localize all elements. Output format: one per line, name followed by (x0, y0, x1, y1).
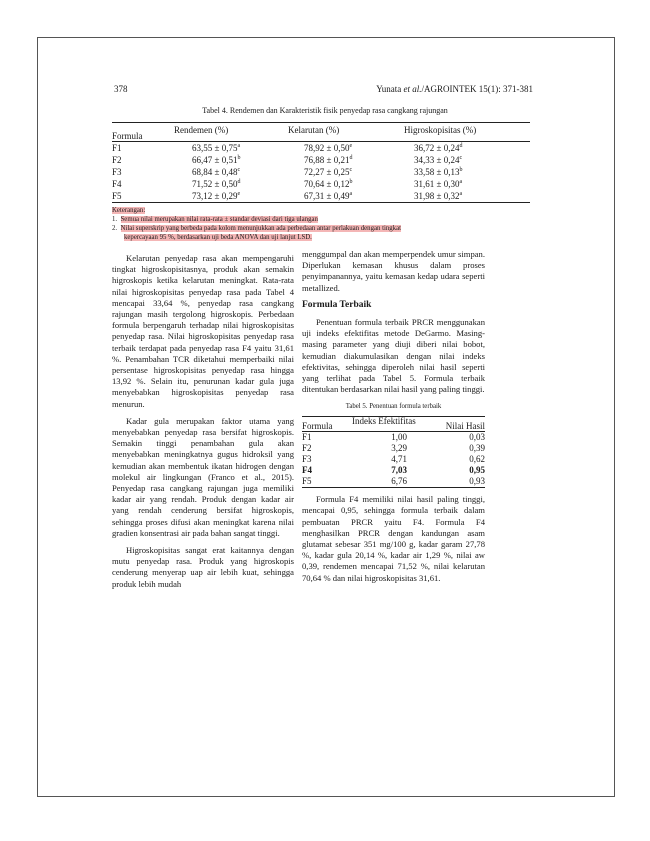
table5-row (302, 432, 485, 444)
table4-cell: 71,52 ± 0,50$^d$ (192, 179, 241, 189)
table4-cell: F4 (112, 179, 122, 189)
table5-cell: 0,03 (469, 432, 485, 443)
table4-cell: 63,55 ± 0,75$^a$ (174, 142, 288, 155)
table5-cell: F2 (302, 443, 312, 454)
note-2: Nilai superskrip yang berbeda pada kolom menunjukkan ada perbedaan antar perlakuan dengan tingkat (120, 225, 401, 232)
note-1: Semua nilai merupakan nilai rata-rata ± standar deviasi dari tiga ulangan (120, 216, 318, 223)
table5-cell: 3,29 (391, 443, 407, 454)
table4-cell: 73,12 ± 0,29$^e$ (174, 190, 288, 203)
table4-header-row (112, 123, 530, 142)
table4-cell: 68,84 ± 0,48$^c$ (192, 167, 241, 177)
table4-notes: Keterangan: 1. Semua nilai merupakan nilai rata-rata ± standar deviasi dari tiga ulangan 2. Nilai superskrip yang berbeda pada kolom menunjukkan ada perbedaan antar perlakuan dengan tingkat kepercayaan 95 %, berdasarkan uji beda ANOVA dan uji lanjut LSD. (112, 207, 401, 241)
table5-cell: F4 (302, 465, 312, 476)
table4-row (112, 154, 530, 166)
table5 (302, 416, 485, 489)
table4-caption: Tabel 4. Rendemen dan Karakteristik fisik penyedap rasa cangkang rajungan (202, 106, 448, 115)
table5-cell: F3 (302, 454, 312, 465)
table5-cell: F5 (302, 476, 352, 488)
table5-header: Formula (302, 420, 333, 431)
running-header: Yunata et al./AGROINTEK 15(1): 371-381 (376, 84, 533, 94)
table4-row (112, 142, 530, 155)
table5-cell: 7,03 (391, 465, 407, 476)
table4-header: Rendemen (%) (174, 125, 229, 135)
table4-cell: 34,33 ± 0,24$^c$ (414, 155, 463, 165)
table5-cell: 4,71 (391, 454, 407, 465)
table4-cell: 67,31 ± 0,49$^a$ (288, 190, 404, 203)
table4-header: Kelarutan (%) (288, 125, 340, 135)
table4-cell: 31,61 ± 0,30$^a$ (414, 179, 463, 189)
table5-row (302, 465, 485, 476)
table4-header: Formula (112, 131, 143, 141)
page-number: 378 (114, 84, 128, 94)
table4-cell: F1 (112, 142, 174, 155)
table4-cell: 70,64 ± 0,12$^b$ (304, 179, 353, 189)
right-column (302, 249, 485, 590)
table4-cell: 31,98 ± 0,32$^a$ (404, 190, 530, 203)
paragraph: menggumpal dan akan memperpendek umur simpan. Diperlukan kemasan khusus dalam proses penyimpanannya, yaitu kemasan kedap udara seperti metallized. (302, 249, 485, 293)
notes-title: Keterangan: (112, 207, 146, 214)
table4-cell: 76,88 ± 0,21$^d$ (304, 155, 353, 165)
table4-cell: 72,27 ± 0,25$^c$ (304, 167, 353, 177)
paragraph: Kadar gula merupakan faktor utama yang menyebabkan penyedap rasa bersifat higroskopis. Semakin tinggi penambahan gula akan menyebabkan meningkatnya gugus hidroksil yang kemudian akan membentuk ikatan hidrogen dengan molekul air lingkungan (Franco et al., 2015). Penyedap rasa cangkang rajungan juga memiliki kadar air yang rendah. Produk dengan kadar air yang rendah cenderung bersifat higroskopis, sehingga proses difusi akan meningkat karena nilai gradien konsentrasi air pada bahan sangat tinggi. (112, 415, 294, 538)
table4-header: Higroskopisitas (%) (404, 125, 477, 135)
table5-header: Indeks Efektifitas (352, 415, 416, 426)
table5-cell: 0,93 (427, 476, 485, 488)
table4-cell: 36,72 ± 0,24$^d$ (404, 142, 530, 155)
paragraph: Formula F4 memiliki nilai hasil paling tinggi, mencapai 0,95, sehingga formula terbaik dalam pembuatan PRCR yaitu F4. Formula F4 menghasilkan PRCR dengan kandungan asam glutamat sebesar 351 mg/100 g, kadar garam 27,78 %, kadar gula 20,14 %, kadar air 1,29 %, nilai aw 0,39, rendemen mencapai 71,52 %, nilai kelarutan 70,64 % dan nilai higroskopisitas 31,61. (302, 494, 485, 583)
left-column (112, 253, 294, 596)
table5-row (302, 443, 485, 454)
paragraph: Penentuan formula terbaik PRCR menggunakan uji indeks efektifitas metode DeGarmo. Masing-masing parameter yang diuji diberi nilai bobot, kemudian diakumulasikan dengan nilai indeks efektivitas, sehingga diperoleh nilai hasil seperti yang terlihat pada Tabel 5. Formula terbaik ditentukan berdasarkan nilai hasil yang paling tinggi. (302, 317, 485, 395)
table4-cell: F3 (112, 167, 122, 177)
table4-row (112, 166, 530, 178)
table5-cell: 0,62 (469, 454, 485, 465)
table4-cell: 66,47 ± 0,51$^b$ (192, 155, 241, 165)
table5-row (302, 476, 485, 488)
table5-cell: F1 (302, 432, 312, 443)
table5-row (302, 454, 485, 465)
paragraph: Higroskopisitas sangat erat kaitannya dengan mutu penyedap rasa. Produk yang higroskopis cenderung menyerap uap air lebih kuat, sehingga produk lebih mudah (112, 545, 294, 589)
section-title: Formula Terbaik (302, 299, 372, 310)
table4-cell: F2 (112, 155, 122, 165)
table4-row (112, 178, 530, 190)
table5-cell: 6,76 (352, 476, 427, 488)
table5-cell: 0,95 (469, 465, 485, 476)
table4 (112, 122, 530, 203)
table4-cell: 78,92 ± 0,50$^e$ (288, 142, 404, 155)
table4-cell: 33,58 ± 0,13$^b$ (414, 167, 463, 177)
table5-header: Nilai Hasil (445, 420, 485, 431)
table5-cell: 1,00 (391, 432, 407, 443)
table5-header-row (302, 416, 485, 432)
note-2-cont: kepercayaan 95 %, berdasarkan uji beda ANOVA dan uji lanjut LSD. (124, 234, 312, 241)
paragraph: Kelarutan penyedap rasa akan mempengaruhi tingkat higroskopisitasnya, produk akan semakin higroskopis ketika kelarutan meningkat. Rata-rata nilai higroskopisitas penyedap rasa pada Tabel 4 mencapai 33,64 %, penyedap rasa cangkang rajungan masih tergolong higroskopis. Perbedaan formula berpengaruh terhadap nilai higroskopisitas penyedap rasa. Nilai higroskopisitas penyedap rasa terbaik terdapat pada penyedap rasa F4 yaitu 31,61 %. Penambahan TCR diketahui memperbaiki nilai persentase higroskopisitas penyedap rasa hingga 13,92 %. Selain itu, penurunan kadar gula juga menyebabkan higroskopisitas penyedap rasa menurun. (112, 253, 294, 409)
table4-cell: F5 (112, 190, 174, 203)
table5-cell: 0,39 (469, 443, 485, 454)
table5-caption: Tabel 5. Penentuan formula terbaik (345, 403, 442, 411)
table4-row (112, 190, 530, 203)
